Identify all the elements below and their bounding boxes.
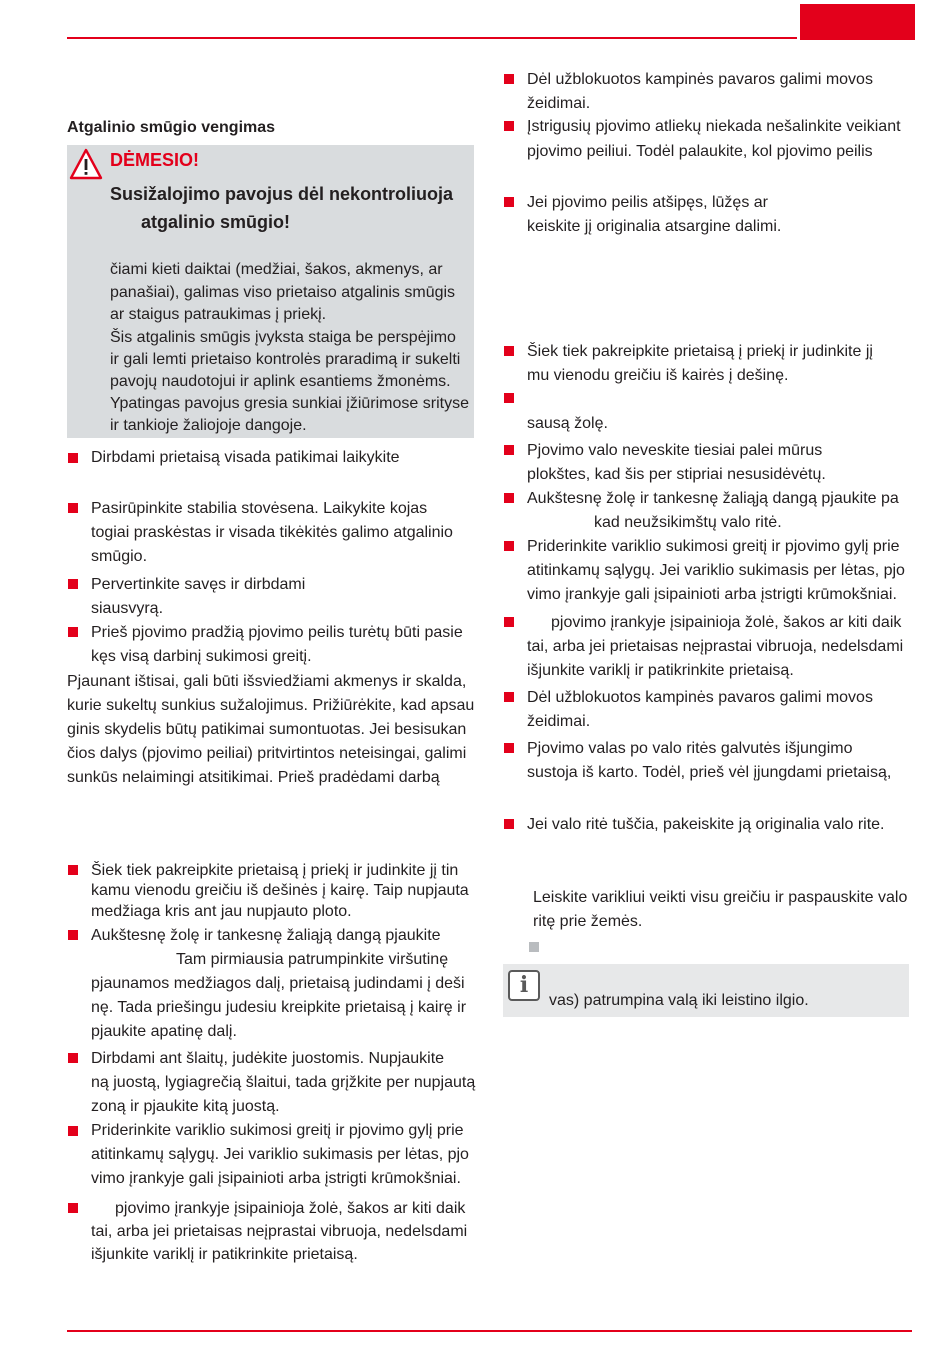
list-item-cont: atitinkamų sąlygų. Jei variklio sukimasis per lėtas, pjo [527, 562, 905, 579]
list-item-cont: Tam pirmiausia patrumpinkite viršutinę [176, 951, 449, 968]
warning-text: čiami kieti daiktai (medžiai, šakos, akmenys, ar [110, 261, 443, 278]
list-item: Įstrigusių pjovimo atliekų niekada nešalinkite veikiant [527, 118, 901, 135]
list-item-cont: mu vienodu greičiu iš kairės į dešinę. [527, 367, 789, 384]
list-item: Priderinkite variklio sukimosi greitį ir pjovimo gylį prie [527, 538, 900, 555]
list-item-cont: tai, arba jei prietaisas neįprastai vibruoja, nedelsdami [527, 638, 904, 655]
warning-text: ir gali lemti prietaiso kontrolės praradimą ir sukelti [110, 351, 461, 368]
list-item: Prieš pjovimo pradžią pjovimo peilis turėtų būti pasie [91, 624, 463, 641]
warning-title: DĖMESIO! [110, 150, 200, 170]
bullet-marker [68, 579, 78, 589]
bullet-marker [504, 346, 514, 356]
list-item: Šiek tiek pakreipkite prietaisą į priekį ir judinkite jį tin [91, 862, 459, 879]
list-item-cont: kad neužsikimštų valo ritė. [594, 514, 782, 531]
paragraph-text: ritę prie žemės. [533, 913, 643, 930]
list-item-cont: žeidimai. [527, 713, 591, 730]
list-item-cont: žeidimai. [527, 95, 591, 112]
bullet-marker [504, 121, 514, 131]
list-item: Priderinkite variklio sukimosi greitį ir pjovimo gylį prie [91, 1122, 464, 1139]
list-item-cont: atitinkamų sąlygų. Jei variklio sukimasis per lėtas, pjo [91, 1146, 469, 1163]
info-text: vas) patrumpina valą iki leistino ilgio. [549, 992, 809, 1009]
info-icon [508, 970, 540, 1001]
bullet-marker [504, 197, 514, 207]
list-item: Aukštesnę žolę ir tankesnę žaliąją dangą pjaukite [91, 927, 441, 944]
paragraph-text: sunkūs nelaimingi atsitikimai. Prieš pradėdami darbą [67, 769, 440, 786]
warning-text: Ypatingas pavojus gresia sunkiai įžiūrimose srityse [110, 395, 469, 412]
paragraph-text: Pjaunant ištisai, gali būti išsviedžiami akmenys ir skalda, [67, 673, 467, 690]
list-item-cont: nę. Tada priešingu judesiu kreipkite prietaisą į kairę ir [91, 999, 467, 1016]
bullet-marker [529, 942, 539, 952]
warning-text: pavojų naudotojui ir aplink esantiems žmonėms. [110, 373, 451, 390]
list-item: Jei valo ritė tuščia, pakeiskite ją originalia valo rite. [527, 816, 885, 833]
list-item: pjovimo įrankyje įsipainioja žolė, šakos ar kiti daik [551, 614, 902, 631]
list-item-cont: smūgio. [91, 548, 148, 565]
list-item: Dirbdami prietaisą visada patikimai laikykite [91, 449, 400, 466]
list-item-cont: pjovimo peiliui. Todėl palaukite, kol pjovimo peilis [527, 143, 873, 160]
list-item-cont: tai, arba jei prietaisas neįprastai vibruoja, nedelsdami [91, 1223, 468, 1240]
list-item-cont: keiskite jį originalia atsargine dalimi. [527, 218, 782, 235]
bullet-marker [504, 617, 514, 627]
bullet-marker [504, 743, 514, 753]
bullet-marker [504, 541, 514, 551]
list-item: Dėl užblokuotos kampinės pavaros galimi movos [527, 71, 873, 88]
list-item-cont: išjunkite variklį ir patikrinkite prietaisą. [527, 662, 794, 679]
bullet-marker [68, 503, 78, 513]
list-item-cont: kamu vienodu greičiu iš dešinės į kairę. Taip nupjauta [91, 882, 469, 899]
bullet-marker [68, 1053, 78, 1063]
info-glyph: i [519, 972, 529, 998]
list-item-cont: kęs visą darbinį sukimosi greitį. [91, 648, 312, 665]
bullet-marker [68, 1203, 78, 1213]
list-item: Pasirūpinkite stabilia stovėsena. Laikykite kojas [91, 500, 428, 517]
list-item: Pjovimo valas po valo ritės galvutės išjungimo [527, 740, 853, 757]
list-item-cont: medžiaga kris ant jau nupjauto ploto. [91, 903, 352, 920]
header-rule [67, 37, 797, 39]
bullet-marker [504, 819, 514, 829]
footer-rule [67, 1330, 912, 1332]
bullet-marker [68, 865, 78, 875]
bullet-marker [504, 393, 514, 403]
list-item: Pjovimo valo neveskite tiesiai palei mūrus [527, 442, 823, 459]
list-item-cont: vimo įrankyje gali įsipainioti arba įstrigti krūmokšniai. [91, 1170, 461, 1187]
paragraph-text: čios dalys (pjovimo peiliai) pritvirtintos neteisingai, galimi [67, 745, 467, 762]
list-item: Šiek tiek pakreipkite prietaisą į priekį ir judinkite jį [527, 343, 873, 360]
list-item: Aukštesnę žolę ir tankesnę žaliąją dangą pjaukite pa [527, 490, 899, 507]
bullet-marker [504, 74, 514, 84]
paragraph-text: kurie sukeltų sunkius sužalojimus. Prižiūrėkite, kad apsau [67, 697, 475, 714]
list-item: Jei pjovimo peilis atšipęs, lūžęs ar [527, 194, 768, 211]
warning-text: Šis atgalinis smūgis įvyksta staiga be perspėjimo [110, 329, 456, 346]
list-item-cont: zoną ir pjaukite kitą juostą. [91, 1098, 280, 1115]
paragraph-text: ginis skydelis būtų patikimai sumontuotas. Jei besisukan [67, 721, 467, 738]
warning-text: ir tankioje žaliojoje dangoje. [110, 417, 307, 434]
bullet-marker [68, 627, 78, 637]
bullet-marker [68, 1126, 78, 1136]
list-item-cont: pjaunamos medžiagos dalį, prietaisą judindami į deši [91, 975, 465, 992]
bullet-marker [68, 453, 78, 463]
paragraph-text: Leiskite varikliui veikti visu greičiu ir paspauskite valo [533, 889, 908, 906]
header-tab [800, 4, 915, 40]
list-item-cont: siausvyrą. [91, 600, 164, 617]
list-item-cont: plokštes, kad šis per stipriai nesusidėvėtų. [527, 466, 826, 483]
list-item: Pervertinkite savęs ir dirbdami [91, 576, 306, 593]
list-item: Dėl užblokuotos kampinės pavaros galimi movos [527, 689, 873, 706]
list-item-cont: vimo įrankyje gali įsipainioti arba įstrigti krūmokšniai. [527, 586, 897, 603]
warning-subtitle-cont: atgalinio smūgio! [141, 212, 291, 232]
bullet-marker [504, 445, 514, 455]
section-title: Atgalinio smūgio vengimas [67, 119, 276, 136]
list-item-cont: sausą žolę. [527, 415, 608, 432]
list-item-cont: ną juostą, lygiagrečią šlaitui, tada grįžkite per nupjautą [91, 1074, 476, 1091]
list-item-cont: sustoja iš karto. Todėl, prieš vėl įjungdami prietaisą, [527, 764, 892, 781]
list-item-cont: pjaukite apatinę dalį. [91, 1023, 237, 1040]
list-item-cont: togiai praskėstas ir visada tikėkitės galimo atgalinio [91, 524, 453, 541]
warning-triangle-icon [69, 148, 103, 180]
list-item: pjovimo įrankyje įsipainioja žolė, šakos ar kiti daik [115, 1200, 466, 1217]
warning-subtitle: Susižalojimo pavojus dėl nekontroliuoja [110, 184, 454, 204]
warning-text: ar staigus patraukimas į priekį. [110, 306, 327, 323]
list-item-cont: išjunkite variklį ir patikrinkite prietaisą. [91, 1246, 358, 1263]
list-item: Dirbdami ant šlaitų, judėkite juostomis. Nupjaukite [91, 1050, 445, 1067]
bullet-marker [504, 493, 514, 503]
bullet-marker [504, 692, 514, 702]
bullet-marker [68, 930, 78, 940]
warning-text: panašiai), galimas viso prietaiso atgalinis smūgis [110, 284, 456, 301]
